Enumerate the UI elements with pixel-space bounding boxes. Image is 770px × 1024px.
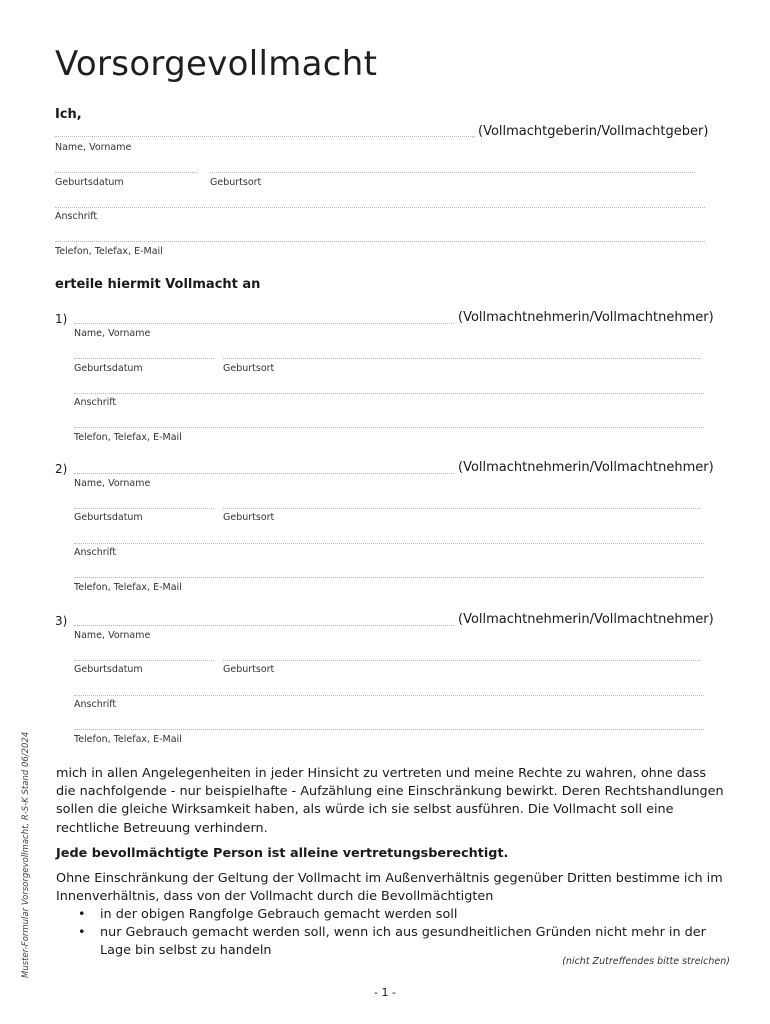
proxy-address-label: Anschrift [74, 547, 117, 558]
list-item-text: in der obigen Rangfolge Gebrauch gemacht werden soll [100, 907, 458, 922]
proxy-name-label: Name, Vorname [74, 328, 151, 339]
proxy-number: 3) [55, 614, 68, 628]
list-item [56, 906, 728, 924]
proxy-contact-field[interactable] [74, 729, 704, 730]
proxy-contact-field[interactable] [74, 577, 704, 578]
proxy-birthplace-field[interactable] [223, 358, 700, 359]
proxy-birthplace-label: Geburtsort [223, 664, 275, 675]
bullet-icon: • [78, 907, 86, 922]
grantor-birthdate-field[interactable] [55, 172, 197, 173]
grantor-birthdate-label: Geburtsdatum [55, 177, 124, 188]
proxy-address-field[interactable] [74, 543, 704, 544]
proxy-role-label: (Vollmachtnehmerin/Vollmachtnehmer) [458, 310, 714, 325]
grantor-name-field[interactable] [55, 136, 475, 137]
proxy-birthplace-label: Geburtsort [223, 512, 275, 523]
proxy-address-field[interactable] [74, 695, 704, 696]
grantor-contact-label: Telefon, Telefax, E-Mail [55, 246, 163, 257]
proxy-name-field[interactable] [74, 625, 454, 626]
grantor-role-label: (Vollmachtgeberin/Vollmachtgeber) [478, 124, 709, 139]
proxy-contact-label: Telefon, Telefax, E-Mail [74, 432, 182, 443]
proxy-name-field[interactable] [74, 473, 454, 474]
usage-conditions-list [56, 906, 728, 961]
body-paragraph-internal: Ohne Einschränkung der Geltung der Vollmacht im Außenverhältnis gegenüber Dritten bestimme ich im Innenverhältnis, dass von der Vollmacht durch die Bevollmächtigten [56, 871, 723, 905]
proxy-birthplace-field[interactable] [223, 508, 700, 509]
strike-through-note: (nicht Zutreffendes bitte streichen) [562, 956, 730, 967]
form-version-note: Muster-Formular Vorsorgevollmacht, R-S-K Stand 06/2024 [21, 731, 31, 978]
proxy-contact-field[interactable] [74, 427, 704, 428]
proxy-birthplace-field[interactable] [223, 660, 700, 661]
proxy-role-label: (Vollmachtnehmerin/Vollmachtnehmer) [458, 612, 714, 627]
body-paragraph-sole-representation: Jede bevollmächtigte Person ist alleine vertretungsberechtigt. [56, 846, 509, 861]
proxy-address-label: Anschrift [74, 397, 117, 408]
proxy-address-field[interactable] [74, 393, 704, 394]
page-number: - 1 - [374, 986, 396, 999]
page-title: Vorsorgevollmacht [55, 44, 378, 84]
proxy-name-label: Name, Vorname [74, 478, 151, 489]
proxy-contact-label: Telefon, Telefax, E-Mail [74, 582, 182, 593]
proxy-birthdate-label: Geburtsdatum [74, 363, 143, 374]
proxy-role-label: (Vollmachtnehmerin/Vollmachtnehmer) [458, 460, 714, 475]
proxy-birthplace-label: Geburtsort [223, 363, 275, 374]
proxy-birthdate-field[interactable] [74, 660, 214, 661]
proxy-birthdate-field[interactable] [74, 508, 214, 509]
grantor-name-label: Name, Vorname [55, 142, 132, 153]
grantor-contact-field[interactable] [55, 241, 705, 242]
grantor-intro: Ich, [55, 107, 82, 122]
proxy-contact-label: Telefon, Telefax, E-Mail [74, 734, 182, 745]
bullet-icon: • [78, 925, 86, 941]
list-item-text: nur Gebrauch gemacht werden soll, wenn ich aus gesundheitlichen Gründen nicht mehr in der Lage bin selbst zu handeln [100, 925, 706, 959]
grantor-birthplace-field[interactable] [210, 172, 695, 173]
proxies-heading: erteile hiermit Vollmacht an [55, 277, 261, 292]
proxy-name-field[interactable] [74, 323, 454, 324]
proxy-number: 2) [55, 462, 68, 476]
grantor-address-field[interactable] [55, 207, 705, 208]
proxy-number: 1) [55, 312, 68, 326]
body-paragraph-scope: mich in allen Angelegenheiten in jeder Hinsicht zu vertreten und meine Rechte zu wahren, ohne dass die nachfolgende - nur beispielhafte - Aufzählung eine Einschränkung bewirkt. Deren Rechtshandlungen sollen die gleiche Wirksamkeit haben, als würde ich sie selbst ausführen. Die Vollmacht soll eine rechtliche Betreuung verhindern. [56, 766, 724, 836]
proxy-address-label: Anschrift [74, 699, 117, 710]
grantor-birthplace-label: Geburtsort [210, 177, 262, 188]
proxy-birthdate-label: Geburtsdatum [74, 512, 143, 523]
proxy-birthdate-field[interactable] [74, 358, 214, 359]
grantor-address-label: Anschrift [55, 211, 98, 222]
proxy-name-label: Name, Vorname [74, 630, 151, 641]
proxy-birthdate-label: Geburtsdatum [74, 664, 143, 675]
